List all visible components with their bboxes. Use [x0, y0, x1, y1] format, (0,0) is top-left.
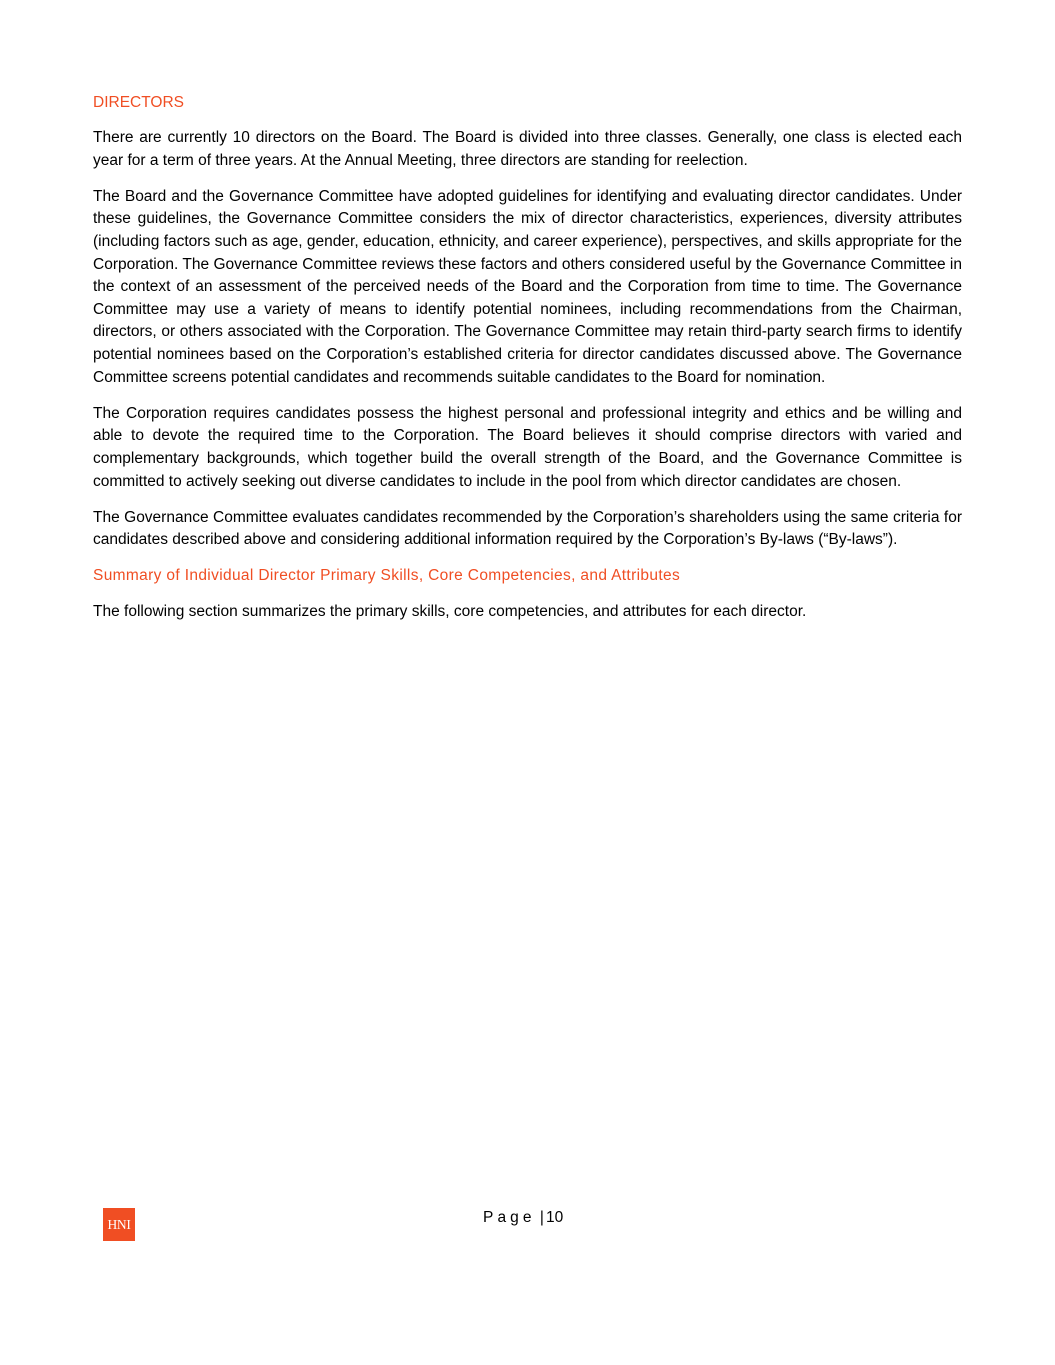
paragraph-guidelines: The Board and the Governance Committee have adopted guidelines for identifying and evaluating director candidates. Under these guidelines, the Governance Committee considers the mix of director characteristics, experiences, diversity attributes (including factors such as age, gender, education, ethnicity, and career experience), perspectives, and skills appropriate for the Corporation. The Governance Committee reviews these factors and others considered useful by the Governance Committee in the context of an assessment of the perceived needs of the Board and the Corporation from time to time. The Governance Committee may use a variety of means to identify potential nominees, including recommendations from the Chairman, directors, or others associated with the Corporation. The Governance Committee may retain third-party search firms to identify potential nominees based on the Corporation’s established criteria for director candidates discussed above. The Governance Committee screens potential candidates and recommends suitable candidates to the Board for nomination. — [93, 187, 962, 386]
document-body — [93, 92, 962, 638]
paragraph-board-composition: There are currently 10 directors on the Board. The Board is divided into three classes. Generally, one class is elected each year for a term of three years. At the Annual Meeting, three directors are standing for reelection. — [93, 129, 962, 169]
page-separator: | — [539, 1209, 544, 1226]
paragraph-shareholder-recommendations: The Governance Committee evaluates candidates recommended by the Corporation’s shareholders using the same criteria for candidates described above and considering additional information required by the Corporation’s By-laws (“By-laws”). — [93, 508, 962, 549]
page-number-footer — [483, 1208, 563, 1228]
summary-paragraph: The following section summarizes the primary skills, core competencies, and attributes for each director. — [93, 603, 807, 621]
section-heading: DIRECTORS — [93, 94, 185, 111]
summary-heading: Summary of Individual Director Primary Skills, Core Competencies, and Attributes — [93, 567, 681, 585]
page-number: 10 — [545, 1209, 564, 1226]
paragraph-candidate-requirements: The Corporation requires candidates possess the highest personal and professional integrity and ethics and be willing and able to devote the required time to the Corporation. The Board believes it should comprise directors with varied and complementary backgrounds, which together build the overall strength of the Board, and the Governance Committee is committed to actively seeking out diverse candidates to include in the pool from which director candidates are chosen. — [93, 404, 962, 490]
hni-logo: HNI — [103, 1208, 135, 1241]
page-label: Page — [483, 1209, 536, 1226]
